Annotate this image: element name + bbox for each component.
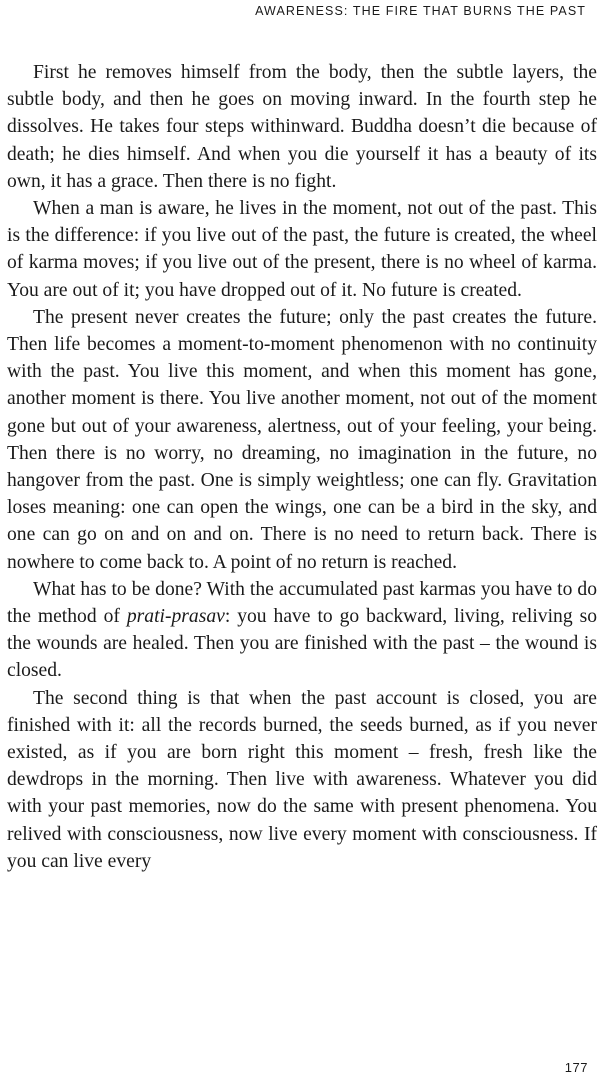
body-text — [7, 59, 597, 875]
paragraph-4 — [7, 576, 597, 685]
paragraph-5: The second thing is that when the past account is closed, you are finished with it: all the records burned, the seeds burned, as if you never existed, as if you are born right this moment – fresh, fresh like the dewdrops in the morning. Then live with awareness. Whatever you did with your past memories, now do the same with present phenomena. You relived with consciousness, now live every moment with consciousness. If you can live every — [7, 687, 597, 872]
paragraph-4-rest: : you have to go backward, living, reliving so the wounds are healed. Then you are finished with the past – the wound is closed. — [7, 606, 597, 682]
paragraph-2: When a man is aware, he lives in the moment, not out of the past. This is the difference: if you live out of the past, the future is created, the wheel of karma moves; if you live out of the present, there is no wheel of karma. You are out of it; you have dropped out of it. No future is created. — [7, 198, 597, 301]
running-head: AWARENESS: THE FIRE THAT BURNS THE PAST — [255, 4, 586, 18]
paragraph-3: The present never creates the future; only the past creates the future. Then life becomes a moment-to-moment phenomenon with no continuity with the past. You live this moment, and when this moment has gone, another moment is there. You live another moment, not out of the moment gone but out of your awareness, alertness, out of your feeling, your being. Then there is no worry, no dreaming, no imagination in the future, no hangover from the past. One is simply weightless; one can fly. Gravitation loses meaning: one can open the wings, one can be a bird in the sky, and one can go on and on and on. There is no need to return back. There is nowhere to come back to. A point of no return is reached. — [7, 306, 597, 573]
page-number: 177 — [564, 1060, 588, 1075]
paragraph-1: First he removes himself from the body, then the subtle layers, the subtle body, and then he goes on moving inward. In the fourth step he dissolves. He takes four steps withinward. Buddha doesn’t die because of death; he dies himself. And when you die yourself it has a beauty of its own, it has a grace. Then there is no fight. — [7, 62, 597, 192]
prati-prasav-term: prati-prasav — [126, 606, 225, 628]
paragraph-4-lead: What has to be done? With the accumulated past karmas you have to do the method of — [7, 578, 597, 628]
